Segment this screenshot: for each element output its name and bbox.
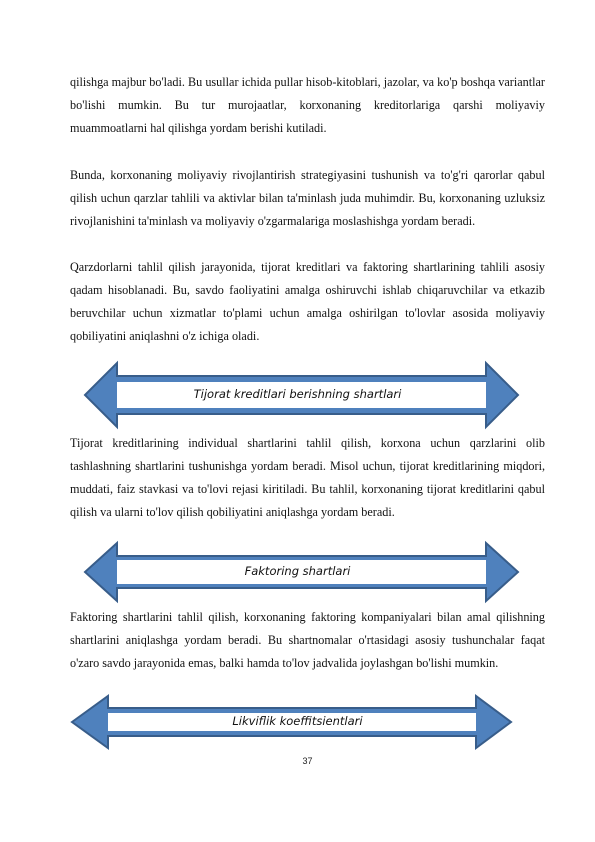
banner-label-factoring: Faktoring shartlari bbox=[244, 564, 351, 578]
page-number: 37 bbox=[302, 756, 313, 766]
paragraph-intro: qilishga majbur bo'ladi. Bu usullar ichida pullar hisob-kitoblari, jazolar, va ko'p boshqa variantlar bo'lishi mumkin. Bu tur murojaatlar, korxonaning kreditorlariga qarshi moliyaviy muammoatlarni hal qilishga yordam berishi kutiladi. bbox=[70, 75, 545, 135]
paragraph-trade-credit: Tijorat kreditlarining individual shartlarini tahlil qilish, korxona uchun qarzlarini olib tashlashning shartlarini tushunishga yordam beradi. Misol uchun, tijorat kreditlarining miqdori, muddati, faiz stavkasi va to'lovi rejasi kiritiladi. Bu tahlil, korxonaning tijorat kreditlarini qabul qilish va ularni to'lov qilish qobiliyatini aniqlashga yordam beradi. bbox=[70, 436, 545, 519]
paragraph-debtor-analysis: Qarzdorlarni tahlil qilish jarayonida, tijorat kreditlari va faktoring shartlarining tahlili asosiy qadam hisoblanadi. Bu, savdo faoliyatini amalga oshiruvchi ishlab chiqaruvchilar va etkazib beruvchilar uchun xizmatlar to'plami uchun amalga oshirilgan to'lovlar asosida moliyaviy qobiliyatini aniqlashni o'z ichiga oladi. bbox=[70, 260, 545, 343]
banner-trade-credit bbox=[0, 360, 595, 430]
banner-label-liquidity: Likviflik koeffitsientlari bbox=[232, 714, 363, 728]
paragraph-strategy: Bunda, korxonaning moliyaviy rivojlantirish strategiyasini tushunish va to'g'ri qarorlar qabul qilish uchun qarzlar tahlili va aktivlar bilan ta'minlash juda muhimdir. Bu, korxonaning uzluksiz rivojlanishini ta'minlash va moliyaviy o'zgarmalariga moslashishga yordam beradi. bbox=[70, 168, 545, 228]
banner-factoring bbox=[0, 540, 595, 604]
banner-liquidity bbox=[0, 694, 595, 752]
banner-label-trade-credit: Tijorat kreditlari berishning shartlari bbox=[193, 387, 402, 401]
paragraph-factoring: Faktoring shartlarini tahlil qilish, korxonaning faktoring kompaniyalari bilan amal qilishning shartlarini aniqlashga yordam beradi. Bu shartnomalar o'rtasidagi asosiy tushunchalar faqat o'zaro savdo jarayonida emas, balki hamda to'lov jadvalida joylashgan bo'lishi mumkin. bbox=[70, 610, 545, 670]
